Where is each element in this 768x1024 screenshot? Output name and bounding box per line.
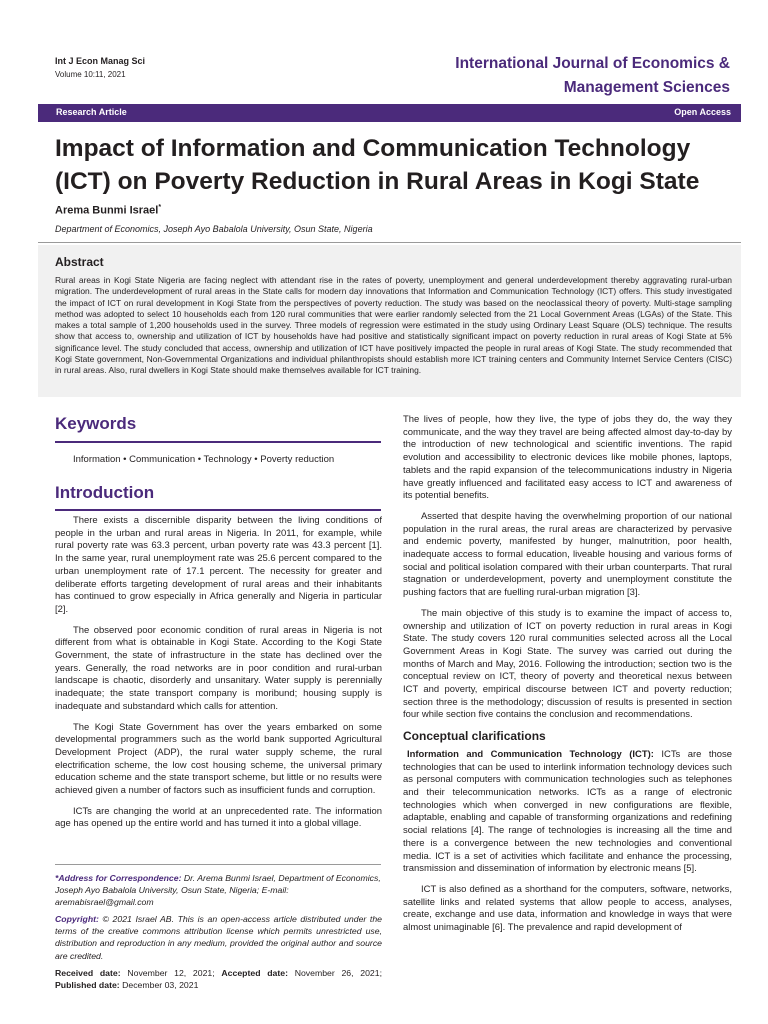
journal-name-line2: Management Sciences bbox=[563, 79, 730, 96]
footnote-rule bbox=[55, 864, 381, 865]
author-name-text: Arema Bunmi Israel bbox=[55, 204, 159, 217]
abstract-text: Rural areas in Kogi State Nigeria are facing neglect with attendant rise in the rates of poverty, unemployment and general underdevelopment thereby aggravating rural-urban migration. The underdevelopment of rural areas in the State calls for modern day innovations that Information and Communication Technology (ICT) offers. This study investigated the impact of ICT on rural development in Kogi State from the perspectives of poverty reduction. The study was based on the neoclassical theory of poverty. Multi-stage sampling method was adopted to select 10 households each from 120 rural communities that were earlier randomly selected from the 21 Local Government Areas (LGAs) of the State. This makes a total sample of 1,200 households used in the survey. Three models of regression were estimated in the study using Ordinary Least Square (OLS) technique. The results show that access to, ownership and utilization of ICT by households have had positive and statistically significant impact on poverty reduction in rural areas of Kogi State at 5% significance level. The study concluded that access, ownership and utilization of ICT have positively impacted the people in rural areas of Kogi State. The study recommended that Kogi State government, Non-Governmental Organizations and individual philanthropists should establish more ICT training centers and Community Internet Service Centers (CISC) in rural areas. Also, rural dwellers in Kogi State should make themselves available for ICT training. bbox=[55, 275, 732, 376]
correspondence-text: Dr. Arema Bunmi Israel, Department of Economics, Joseph Ayo Babalola University, Osun State, Nigeria; E-mail: aremabisrael@gmail.com bbox=[55, 873, 381, 908]
introduction-rule bbox=[55, 509, 381, 511]
article-type-label: Research Article bbox=[56, 107, 127, 117]
body-paragraph: Asserted that despite having the overwhelming proportion of our national population in the rural areas, the rural areas are characterized by pervasive and endemic poverty, manifested by hunger, malnutrition, poor health, inadequate access to formal education, liveable housing and various forms of social and political isolation compared with their urban counterparts. That rural stagnation or underdevelopment, poverty and unemployment constitute the pushing factors that are fuelling rural-urban migration [3]. bbox=[403, 510, 732, 599]
author-affiliation: Department of Economics, Joseph Ayo Babalola University, Osun State, Nigeria bbox=[55, 224, 373, 234]
received-date: November 12, 2021; bbox=[127, 968, 215, 978]
keywords-rule bbox=[55, 441, 381, 443]
accepted-label: Accepted date: bbox=[221, 968, 288, 978]
journal-name bbox=[370, 52, 730, 100]
accepted-date: November 26, 2021; bbox=[294, 968, 383, 978]
right-column-body bbox=[403, 414, 732, 943]
ict-definition: ICTs are those technologies that can be used to interlink information technology devices such as personal computers with communication technologies such as telephones and their telecommunication networks. ICTs as a range of electronic technologies which when converged in new configurations are flexible, adaptable, enabling and capable of transforming organizations and redefining social relations [4]. The range of technologies is increasing all the time and there is a convergence between the new technologies and conventional media. ICT is a set of activities which facilitate and enhance the processing, transmission and dissemination of information by electronic means [5]. bbox=[403, 748, 732, 875]
copyright-note bbox=[55, 913, 382, 962]
ict-term: Information and Communication Technology (ICT): bbox=[407, 748, 654, 760]
published-label: Published date: bbox=[55, 980, 120, 991]
intro-paragraph: The observed poor economic condition of rural areas in Nigeria is not different from what is obtainable in Kogi State. According to the Kogi State Government, the state of infrastructure in the state has declined over the years. Generally, the road networks are in poor condition and rural-urban landscape is chaotic, disorderly and unsanitary. Water supply is perennially inadequate; the state transport company is moribund; housing supply is inadequate and substandard which calls for attention. bbox=[55, 624, 382, 712]
copyright-text: © 2021 Israel AB. This is an open-access article distributed under the terms of the creative commons attribution license which permits unrestricted use, distribution and reproduction in any medium, provided the original author and source are credited. bbox=[55, 914, 382, 961]
introduction-heading: Introduction bbox=[55, 483, 155, 502]
copyright-label: Copyright: bbox=[55, 914, 99, 924]
conceptual-clarifications-heading: Conceptual clarifications bbox=[403, 729, 546, 744]
intro-paragraph: The Kogi State Government has over the years embarked on some developmental programmers such as the world bank supported Agricultural Development Project (ADP), the rural water supply scheme, the rural electrification scheme, the low cost housing scheme, the universal primary education scheme and the state transport scheme, but little or no results were achieved given a number of factors such as insufficient funds and corruption. bbox=[55, 721, 382, 797]
journal-short-name: Int J Econ Manag Sci bbox=[55, 56, 146, 66]
body-paragraph: ICT is also defined as a shorthand for the computers, software, networks, satellite links and related systems that allow people to access, analyses, create, exchange and use data, information and knowledge in ways that were almost unimaginable [6]. The prevalence and rapid development of bbox=[403, 883, 732, 934]
keywords-list: Information • Communication • Technology • Poverty reduction bbox=[73, 454, 335, 465]
author-name bbox=[55, 204, 161, 217]
dates-note bbox=[55, 967, 382, 991]
article-title: Impact of Information and Communication Technology (ICT) on Poverty Reduction in Rural Areas in Kogi State bbox=[55, 135, 700, 195]
correspondence-label: *Address for Correspondence: bbox=[55, 873, 182, 883]
received-label: Received date: bbox=[55, 968, 121, 978]
article-type-bar bbox=[38, 104, 741, 122]
keywords-heading: Keywords bbox=[55, 414, 137, 433]
divider bbox=[38, 242, 741, 243]
intro-paragraph: ICTs are changing the world at an unprecedented rate. The information age has opened up the entire world and has turned it into a global village. bbox=[55, 805, 382, 830]
intro-paragraph: There exists a discernible disparity between the living conditions of people in the urban and rural areas in Nigeria. In 2011, for example, while rural poverty rate was 63.3 percent, urban poverty rate was 43.3 percent [1]. In the same year, rural unemployment rate was 25.6 percent compared to the urban unemployment rate of 17.1 percent. The necessity for greater and deliberate efforts targeting development of rural areas and their inhabitants has continued to grow especially in Africa generally and Nigeria in particular [2]. bbox=[55, 515, 382, 615]
open-access-label: Open Access bbox=[674, 107, 731, 117]
body-paragraph: The main objective of this study is to examine the impact of access to, ownership and utilization of ICT on poverty reduction in rural areas in Kogi State. The study covers 120 rural communities selected across all the Local Government Areas in Kogi State. The survey was carried out during the months of March and May, 2016. Following the introduction; section two is the conceptual review on ICT, theory of poverty and theoretical nexus between ICT and poverty, empirical discourse between ICT and poverty reduction; section three is the methodology; discussion of results is presented in section four while section five contains the conclusion and recommendations. bbox=[403, 607, 732, 721]
author-mark: * bbox=[158, 204, 162, 211]
published-date: December 03, 2021 bbox=[122, 980, 199, 991]
correspondence-note bbox=[55, 872, 382, 909]
introduction-body bbox=[55, 515, 382, 839]
abstract-heading: Abstract bbox=[55, 255, 104, 269]
body-paragraph bbox=[403, 749, 732, 876]
journal-name-line1: International Journal of Economics & bbox=[455, 55, 730, 72]
journal-volume: Volume 10:11, 2021 bbox=[55, 70, 126, 79]
body-paragraph: The lives of people, how they live, the type of jobs they do, the way they communicate, and the way they travel are being affected almost day-to-day by the introduction of new technological and scientific inventions. The rapid evolution and accessibility to electronic devices like mobile phones, laptops, tablets and the rapid expansion of the telecommunications industry in Nigeria have greatly influenced and facilitated easy access to ICT and awareness of its potential benefits. bbox=[403, 414, 732, 502]
